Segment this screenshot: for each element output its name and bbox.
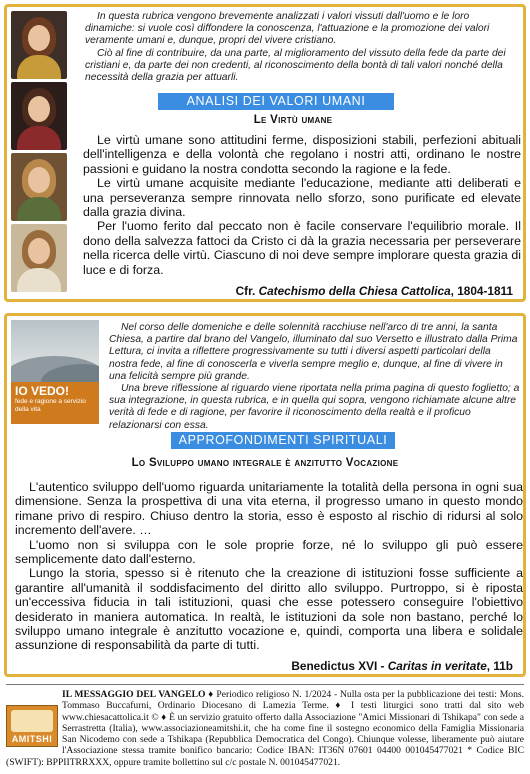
logo-title: IO VEDO!: [15, 384, 70, 398]
body-paragraph: L'uomo non si sviluppa con le sole proprie forze, né lo sviluppo gli può essere semplicemente dato dall'esterno.: [15, 537, 523, 567]
portrait-image: [11, 82, 67, 150]
article-title: Le Virtù umane: [253, 114, 333, 126]
citation-prefix: Cfr.: [235, 284, 259, 298]
citation-title: Caritas in veritate: [387, 659, 487, 673]
io-vedo-logo: [11, 320, 99, 424]
article-title: Lo Sviluppo umano integrale è anzitutto Vocazione: [131, 457, 399, 469]
article-body: [15, 480, 523, 653]
section-banner: APPROFONDIMENTI SPIRITUALI: [171, 432, 395, 449]
spiritual-intro: [109, 322, 521, 432]
citation-suffix: , 11b: [486, 659, 513, 673]
citation: [236, 284, 513, 298]
values-intro: [85, 11, 521, 84]
body-paragraph: L'autentico sviluppo dell'uomo riguarda unitariamente la totalità della persona in ogni sua dimensione. Senza la prospettiva di una vita eterna, il progresso umano in questo mondo rimane privo di respiro. Chiuso dentro la storia, esso è esposto al rischio di ridursi al solo incremento dell'avere. …: [15, 480, 523, 538]
intro-paragraph: Nel corso delle domeniche e delle solennità racchiuse nell'arco di tre anni, la santa Chiesa, a partire dal brano del Vangelo, illuminato dal suo Versetto e illustrato dalla Prima Lettura, ci invita a riflettere progressivamente su tutti i diversi aspetti particolari della nostra fede, al fine di conoscerla e viverla sempre meglio e, dunque, al fine di vivere in una felicità sempre più grande.: [109, 322, 518, 382]
footer-details: Periodico religioso N. 1/2024 - Nulla osta per la pubblicazione dei testi: Mons. Tommaso Buccafurni, Ordinario Diocesano di Lamezia Terme. ♦ I testi liturgici sono tratti dal sito web www.chiesacattolica.it © ♦ È un servizio gratuito offerto dalla Associazione "Amici Missionari di Tshikapa" con sede a Serrastretta (Italia), www.associazioneamitshi.it, che ha come fine il sostegno economico della Famiglia Missionaria San Nicodemo con sede a Tshikapa (Repubblica Democratica del Congo). Chiunque volesse, liberamente può aiutare l'Associazione stessa tramite bonifico bancario: Codice IBAN: IT36N 07601 04400 001045477021 * Codice BIC (SWIFT): BPPIITRRXXX, oppure tramite bollettino sul c/c postale N. 001045477021.: [6, 689, 524, 768]
citation-suffix: , 1804-1811: [450, 284, 513, 298]
intro-paragraph: Una breve riflessione al riguardo viene riportata nella prima pagina di questo foglietto; a sua integrazione, in questa rubrica, e in quella qui sopra, vengono richiamate alcune altre verità di fede e di ragione, per favorire il riconoscimento della realtà e il proficuo relazionarsi con essa.: [109, 383, 520, 431]
masthead: IL MESSAGGIO DEL VANGELO ♦: [62, 689, 214, 700]
portrait-image: [11, 153, 67, 221]
citation: [291, 659, 513, 673]
footer-text: [6, 689, 524, 768]
logo-word: AMITSHI: [11, 734, 53, 744]
intro-paragraph: Ciò al fine di contribuire, da una parte, al miglioramento del vissuto della fede da parte dei cristiani e, da parte dei non credenti, al riconoscimento della bontà di tali valori nonché della necessità della grazia per attuarli.: [85, 47, 506, 84]
body-paragraph: Le virtù umane sono attitudini ferme, disposizioni stabili, perfezioni abituali dell'intelligenza e della volontà che regolano i nostri atti, ordinano le nostre passioni e guidano la nostra condotta secondo la ragione e la fede.: [83, 133, 521, 176]
logo-caption: fede e ragione a servizio della vita: [15, 398, 86, 413]
intro-paragraph: In questa rubrica vengono brevemente analizzati i valori vissuti dall'uomo e le loro dinamiche: si vuole così diffondere la conoscenza, l'attuazione e la promozione dei valori veramente umani e, dunque, propri del vivere cristiano.: [85, 11, 490, 47]
publication-footer: [6, 684, 524, 770]
citation-title: Catechismo della Chiesa Cattolica: [258, 284, 451, 298]
body-paragraph: Per l'uomo ferito dal peccato non è facile conservare l'equilibrio morale. Il dono della salvezza fattoci da Cristo ci dà la grazia necessaria per perseverare nella ricerca delle virtù. Ciascuno di noi deve sempre implorare questa grazia di luce e di forza.: [83, 219, 521, 277]
body-paragraph: Lungo la storia, spesso si è ritenuto che la creazione di istituzioni fosse sufficiente a garantire all'umanità il soddisfacimento del diritto allo sviluppo. Purtroppo, si è riposta un'eccessiva fiducia in tali istituzioni, quasi che esse potessero conseguire l'obiettivo desiderato in maniera automatica. In realtà, le istituzioni da sole non bastano, perché lo sviluppo umano integrale è anzitutto vocazione e, quindi, comporta una libera e solidale assunzione di responsabilità da parte di tutti.: [15, 566, 523, 653]
portrait-image: [11, 11, 67, 79]
portrait-column: [11, 11, 71, 295]
body-paragraph: Le virtù umane acquisite mediante l'educazione, mediante atti deliberati e una perseveranza sempre rinnovata nello sforzo, sono purificate ed elevate dalla grazia divina.: [83, 176, 521, 220]
citation-prefix: Benedictus XVI -: [291, 659, 388, 673]
values-panel: [4, 4, 526, 302]
spiritual-panel: [4, 313, 526, 677]
article-body: [83, 133, 521, 277]
section-banner: ANALISI DEI VALORI UMANI: [158, 93, 394, 110]
portrait-image: [11, 224, 67, 292]
